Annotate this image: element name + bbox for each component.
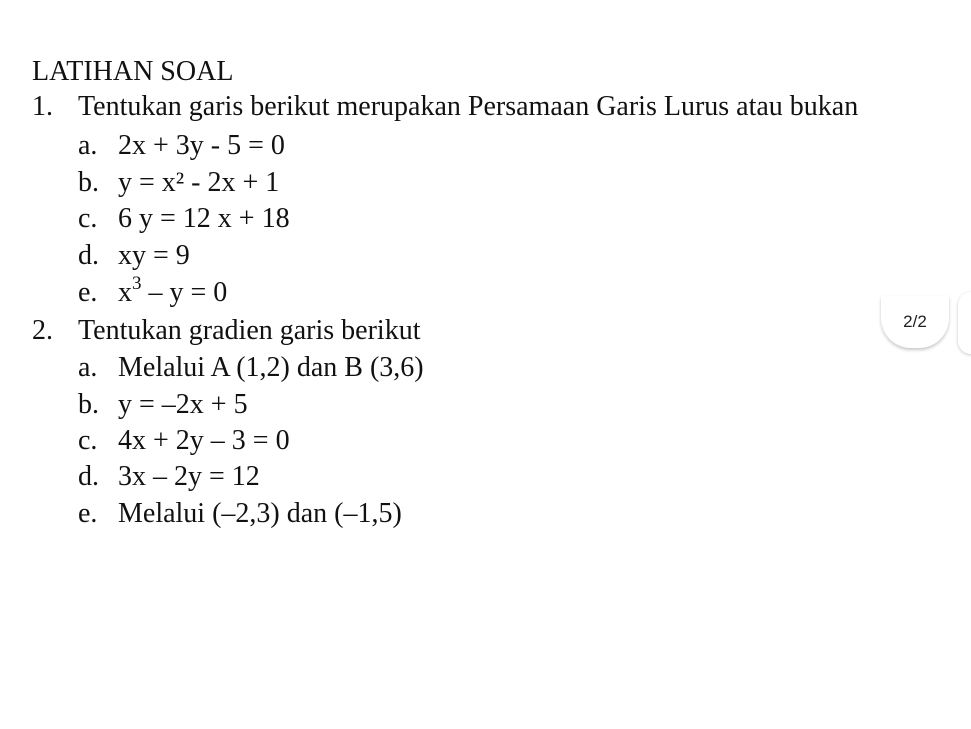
option-1e-base: x: [118, 277, 132, 308]
option-1e-exponent: 3: [132, 272, 142, 294]
option-2c-text: 4x + 2y – 3 = 0: [118, 425, 290, 456]
question-1-text: Tentukan garis berikut merupakan Persamaan Garis Lurus atau bukan: [78, 91, 859, 122]
question-1-number: 1.: [32, 91, 53, 122]
option-2e-letter: e.: [78, 498, 98, 529]
option-2a-letter: a.: [78, 352, 98, 383]
option-1c-letter: c.: [78, 203, 98, 234]
option-1e-rest: – y = 0: [141, 277, 228, 308]
question-2-number: 2.: [32, 315, 53, 346]
side-panel-handle[interactable]: [958, 292, 971, 354]
option-1e-letter: e.: [78, 277, 98, 308]
option-2d-text: 3x – 2y = 12: [118, 461, 260, 492]
option-1c-text: 6 y = 12 x + 18: [118, 203, 290, 234]
option-2b-text: y = –2x + 5: [118, 389, 248, 420]
question-2-text: Tentukan gradien garis berikut: [78, 315, 421, 346]
option-1a-text: 2x + 3y - 5 = 0: [118, 130, 285, 161]
option-1e-text: [118, 272, 228, 310]
option-2a-text: Melalui A (1,2) dan B (3,6): [118, 352, 424, 383]
option-2e-text: Melalui (–2,3) dan (–1,5): [118, 498, 402, 529]
option-1b-letter: b.: [78, 167, 99, 198]
option-1b-text: y = x² - 2x + 1: [118, 167, 280, 198]
option-2c-letter: c.: [78, 425, 98, 456]
option-1a-letter: a.: [78, 130, 98, 161]
option-2d-letter: d.: [78, 461, 99, 492]
page-indicator-badge: 2/2: [881, 296, 949, 348]
option-2b-letter: b.: [78, 389, 99, 420]
page-title: LATIHAN SOAL: [32, 56, 234, 87]
option-1d-letter: d.: [78, 240, 99, 271]
option-1d-text: xy = 9: [118, 240, 190, 271]
